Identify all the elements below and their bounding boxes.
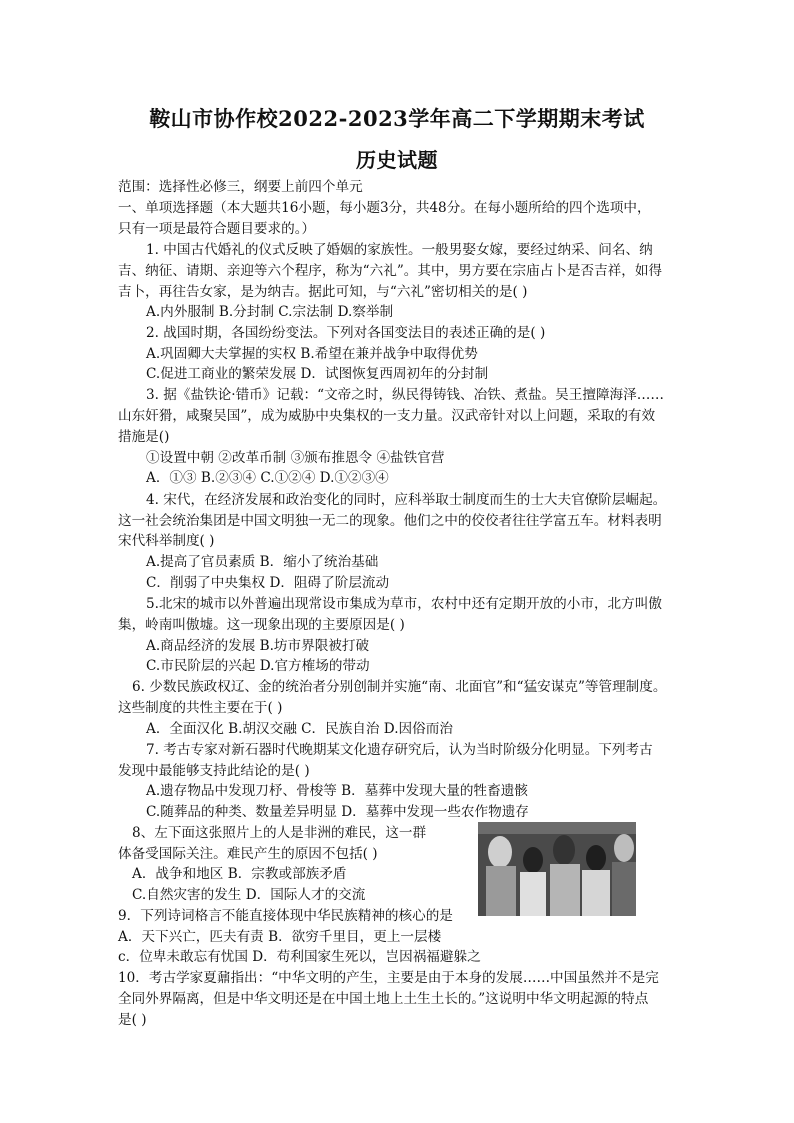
question-4-options: A.提高了官员素质 B．缩小了统治基础 <box>146 554 379 570</box>
question-8-text: 8、左下面这张照片上的人是非洲的难民，这一群 <box>132 825 427 841</box>
question-1-text: 吉、纳征、请期、亲迎等六个程序，称为“六礼”。其中，男方要在宗庙占卜是否吉祥，如得 <box>118 263 663 279</box>
question-2-options: C.促进工商业的繁荣发展 D．试图恢复西周初年的分封制 <box>146 366 489 382</box>
question-5-text: 5.北宋的城市以外普遍出现常设市集成为草市，农村中还有定期开放的小市，北方叫傲 <box>146 596 662 612</box>
question-3-text: 措施是() <box>118 429 170 445</box>
question-5-options: C.市民阶层的兴起 D.官方榷场的带动 <box>146 658 370 674</box>
question-10-text: 全同外界隔离，但是中华文明还是在中国土地上土生土长的。”这说明中华文明起源的特点 <box>118 991 649 1007</box>
question-6-options: A．全面汉化 B.胡汉交融 C．民族自治 D.因俗而治 <box>146 721 453 737</box>
question-6-text: 这些制度的共性主要在于( ) <box>118 700 283 716</box>
question-3-text: 山东奸猾，咸聚吴国”，成为威胁中央集权的一支力量。汉武帝针对以上问题，采取的有效 <box>118 408 656 424</box>
question-3-text: 3. 据《盐铁论·错币》记载：“文帝之时，纵民得铸钱、冶铁、煮盐。吴王擅障海泽…… <box>146 387 664 403</box>
question-4-text: 这一社会统治集团是中国文明独一无二的现象。他们之中的佼佼者往往学富五车。材料表明 <box>118 513 662 529</box>
exam-scope: 范围：选择性必修三，纲要上前四个单元 <box>118 179 363 195</box>
question-2-text: 2. 战国时期，各国纷纷变法。下列对各国变法目的表述正确的是( ) <box>146 325 546 341</box>
section-heading-line2: 只有一项是最符合题目要求的。） <box>118 221 316 237</box>
question-6-text: 6. 少数民族政权辽、金的统治者分别创制并实施“南、北面官”和“猛安谋克”等管理制度。 <box>132 679 667 695</box>
question-9-text: 9．下列诗词格言不能直接体现中华民族精神的核心的是 <box>118 908 453 924</box>
question-8-options: C.自然灾害的发生 D．国际人才的交流 <box>132 887 366 903</box>
question-5-text: 集，岭南叫傲墟。这一现象出现的主要原因是( ) <box>118 617 405 633</box>
refugee-photo <box>478 822 636 916</box>
question-9-options: c．位卑未敢忘有忧国 D．苟利国家生死以，岂因祸福避躲之 <box>118 949 481 965</box>
question-1-text: 吉卜，再往告女家，是为纳吉。据此可知，与“六礼”密切相关的是( ) <box>118 284 528 300</box>
question-7-text: 发现中最能够支持此结论的是( ) <box>118 763 310 779</box>
section-heading-line1: 一、单项选择题（本大题共16小题，每小题3分，共48分。在每小题所给的四个选项中， <box>118 200 651 216</box>
exam-subject: 历史试题 <box>356 148 438 172</box>
question-4-text: 4. 宋代，在经济发展和政治变化的同时，应科举取士制度而生的士大夫官僚阶层崛起。 <box>146 492 667 508</box>
question-1-options: A.内外服制 B.分封制 C.宗法制 D.察举制 <box>146 304 394 320</box>
question-7-options: C.随葬品的种类、数量差异明显 D．墓葬中发现一些农作物遗存 <box>146 804 529 820</box>
question-10-text: 10．考古学家夏鼐指出：“中华文明的产生，主要是由于本身的发展……中国虽然并不是完 <box>118 970 659 986</box>
question-8-options: A．战争和地区 B．宗教或部族矛盾 <box>132 866 347 882</box>
question-7-options: A.遗存物品中发现刀杼、骨梭等 B．墓葬中发现大量的牲畜遗骸 <box>146 783 528 799</box>
refugee-photo-image <box>478 822 636 916</box>
question-7-text: 7. 考古专家对新石器时代晚期某文化遗存研究后，认为当时阶级分化明显。下列考古 <box>146 742 653 758</box>
question-1-text: 1. 中国古代婚礼的仪式反映了婚姻的家族性。一般男娶女嫁，要经过纳采、问名、纳 <box>146 242 653 258</box>
question-9-options: A．天下兴亡，匹夫有责 B．欲穷千里目，更上一层楼 <box>118 929 442 945</box>
question-2-options: A.巩固卿大夫掌握的实权 B.希望在兼并战争中取得优势 <box>146 346 478 362</box>
exam-title: 鞍山市协作校2022-2023学年高二下学期期末考试 <box>149 106 645 131</box>
question-3-items: ①设置中朝 ②改革币制 ③颁布推恩令 ④盐铁官营 <box>146 450 445 466</box>
question-4-options: C．削弱了中央集权 D．阻碍了阶层流动 <box>146 575 390 591</box>
question-4-text: 宋代科举制度( ) <box>118 533 215 549</box>
question-5-options: A.商品经济的发展 B.坊市界限被打破 <box>146 638 370 654</box>
question-3-options: A．①③ B.②③④ C.①②④ D.①②③④ <box>146 470 389 486</box>
question-10-text: 是( ) <box>118 1012 147 1028</box>
question-8-text: 体备受国际关注。难民产生的原因不包括( ) <box>118 846 378 862</box>
